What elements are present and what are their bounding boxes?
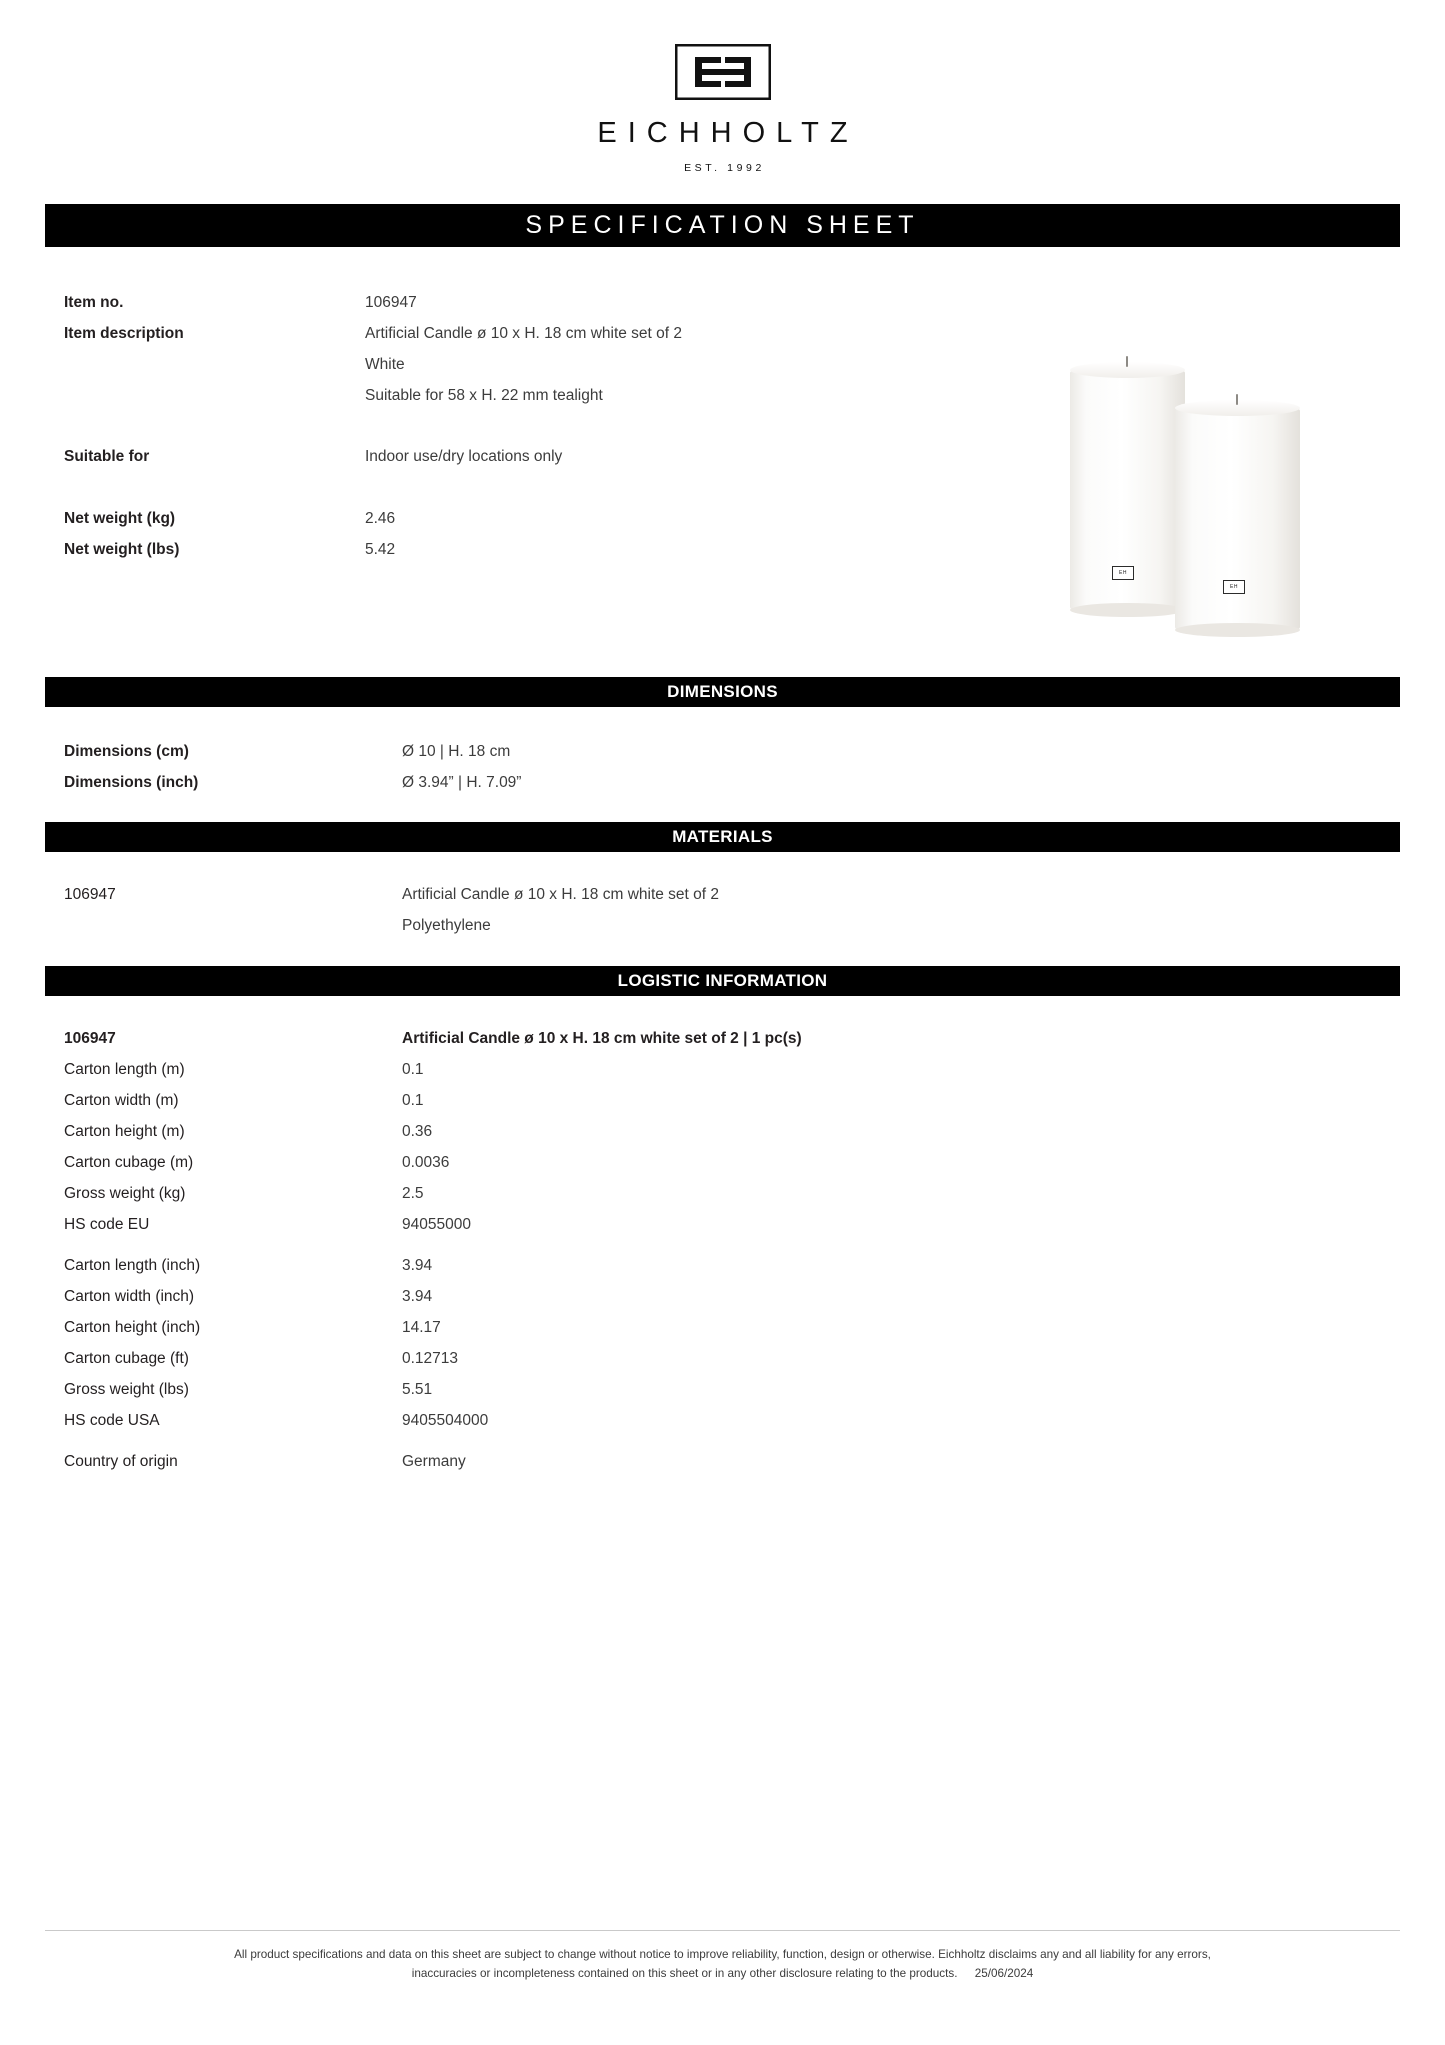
value-material-description: Artificial Candle ø 10 x H. 18 cm white set of 2 (402, 886, 720, 903)
value-carton-width-inch: 3.94 (402, 1288, 433, 1305)
page-footer (45, 1930, 1400, 1983)
section-heading-dimensions: DIMENSIONS (45, 677, 1400, 707)
label-material-item-no: 106947 (64, 886, 116, 903)
value-carton-cubage-ft: 0.12713 (402, 1350, 459, 1367)
value-country-of-origin: Germany (402, 1453, 466, 1470)
value-hs-code-usa: 9405504000 (402, 1412, 489, 1429)
value-carton-length-m: 0.1 (402, 1061, 424, 1078)
footer-divider (45, 1930, 1400, 1931)
candle-wick-tall (1126, 356, 1128, 367)
footer-date: 25/06/2024 (974, 1967, 1034, 1980)
label-hs-code-eu: HS code EU (64, 1216, 150, 1233)
label-carton-length-m: Carton length (m) (64, 1061, 185, 1078)
value-net-weight-lbs: 5.42 (365, 541, 396, 558)
eichholtz-monogram-icon (675, 44, 771, 105)
candle-tag-tall: EH (1112, 566, 1134, 580)
label-hs-code-usa: HS code USA (64, 1412, 160, 1429)
label-country-of-origin: Country of origin (64, 1453, 178, 1470)
value-item-no: 106947 (365, 294, 417, 311)
label-net-weight-kg: Net weight (kg) (64, 510, 176, 527)
label-gross-weight-lbs: Gross weight (lbs) (64, 1381, 189, 1398)
page-title: SPECIFICATION SHEET (45, 204, 1400, 247)
label-item-description: Item description (64, 325, 184, 342)
candle-wick-short (1236, 394, 1238, 405)
value-logistic-item-description: Artificial Candle ø 10 x H. 18 cm white set of 2 | 1 pc(s) (402, 1030, 802, 1047)
label-logistic-item-no: 106947 (64, 1030, 116, 1047)
value-item-tealight: Suitable for 58 x H. 22 mm tealight (365, 387, 603, 404)
brand-name: EICHHOLTZ (597, 117, 859, 149)
brand-established: EST. 1992 (684, 162, 765, 174)
brand-header (0, 0, 1445, 174)
candle-short (1175, 408, 1300, 630)
label-carton-cubage-ft: Carton cubage (ft) (64, 1350, 189, 1367)
value-gross-weight-kg: 2.5 (402, 1185, 424, 1202)
candle-bottom-tall (1070, 603, 1185, 617)
value-carton-cubage-m: 0.0036 (402, 1154, 450, 1171)
value-dimensions-cm: Ø 10 | H. 18 cm (402, 743, 511, 760)
section-heading-materials: MATERIALS (45, 822, 1400, 852)
product-image (1060, 348, 1345, 638)
value-item-description: Artificial Candle ø 10 x H. 18 cm white set of 2 (365, 325, 683, 342)
label-carton-height-m: Carton height (m) (64, 1123, 185, 1140)
value-hs-code-eu: 94055000 (402, 1216, 471, 1233)
value-carton-height-m: 0.36 (402, 1123, 433, 1140)
label-gross-weight-kg: Gross weight (kg) (64, 1185, 186, 1202)
label-item-no: Item no. (64, 294, 124, 311)
label-carton-width-inch: Carton width (inch) (64, 1288, 195, 1305)
value-dimensions-inch: Ø 3.94” | H. 7.09” (402, 774, 522, 791)
value-suitable-for: Indoor use/dry locations only (365, 448, 563, 465)
footer-disclaimer-line2: inaccuracies or incompleteness contained on this sheet or in any other disclosure relating to the products. (411, 1967, 958, 1980)
value-net-weight-kg: 2.46 (365, 510, 396, 527)
candle-tall (1070, 370, 1185, 610)
value-carton-width-m: 0.1 (402, 1092, 424, 1109)
label-carton-width-m: Carton width (m) (64, 1092, 179, 1109)
label-dimensions-cm: Dimensions (cm) (64, 743, 189, 760)
section-heading-logistic: LOGISTIC INFORMATION (45, 966, 1400, 996)
value-gross-weight-lbs: 5.51 (402, 1381, 433, 1398)
label-carton-cubage-m: Carton cubage (m) (64, 1154, 194, 1171)
value-item-colour: White (365, 356, 405, 373)
footer-disclaimer-line1: All product specifications and data on this sheet are subject to change without notice to improve reliability, function, design or otherwise. Eichholtz disclaims any and all liability for any errors, (234, 1948, 1211, 1961)
label-carton-height-inch: Carton height (inch) (64, 1319, 201, 1336)
value-material-composition: Polyethylene (402, 917, 491, 934)
value-carton-length-inch: 3.94 (402, 1257, 433, 1274)
label-carton-length-inch: Carton length (inch) (64, 1257, 201, 1274)
value-carton-height-inch: 14.17 (402, 1319, 441, 1336)
label-suitable-for: Suitable for (64, 448, 150, 465)
candle-bottom-short (1175, 623, 1300, 637)
candle-tag-short: EH (1223, 580, 1245, 594)
label-net-weight-lbs: Net weight (lbs) (64, 541, 180, 558)
label-dimensions-inch: Dimensions (inch) (64, 774, 199, 791)
